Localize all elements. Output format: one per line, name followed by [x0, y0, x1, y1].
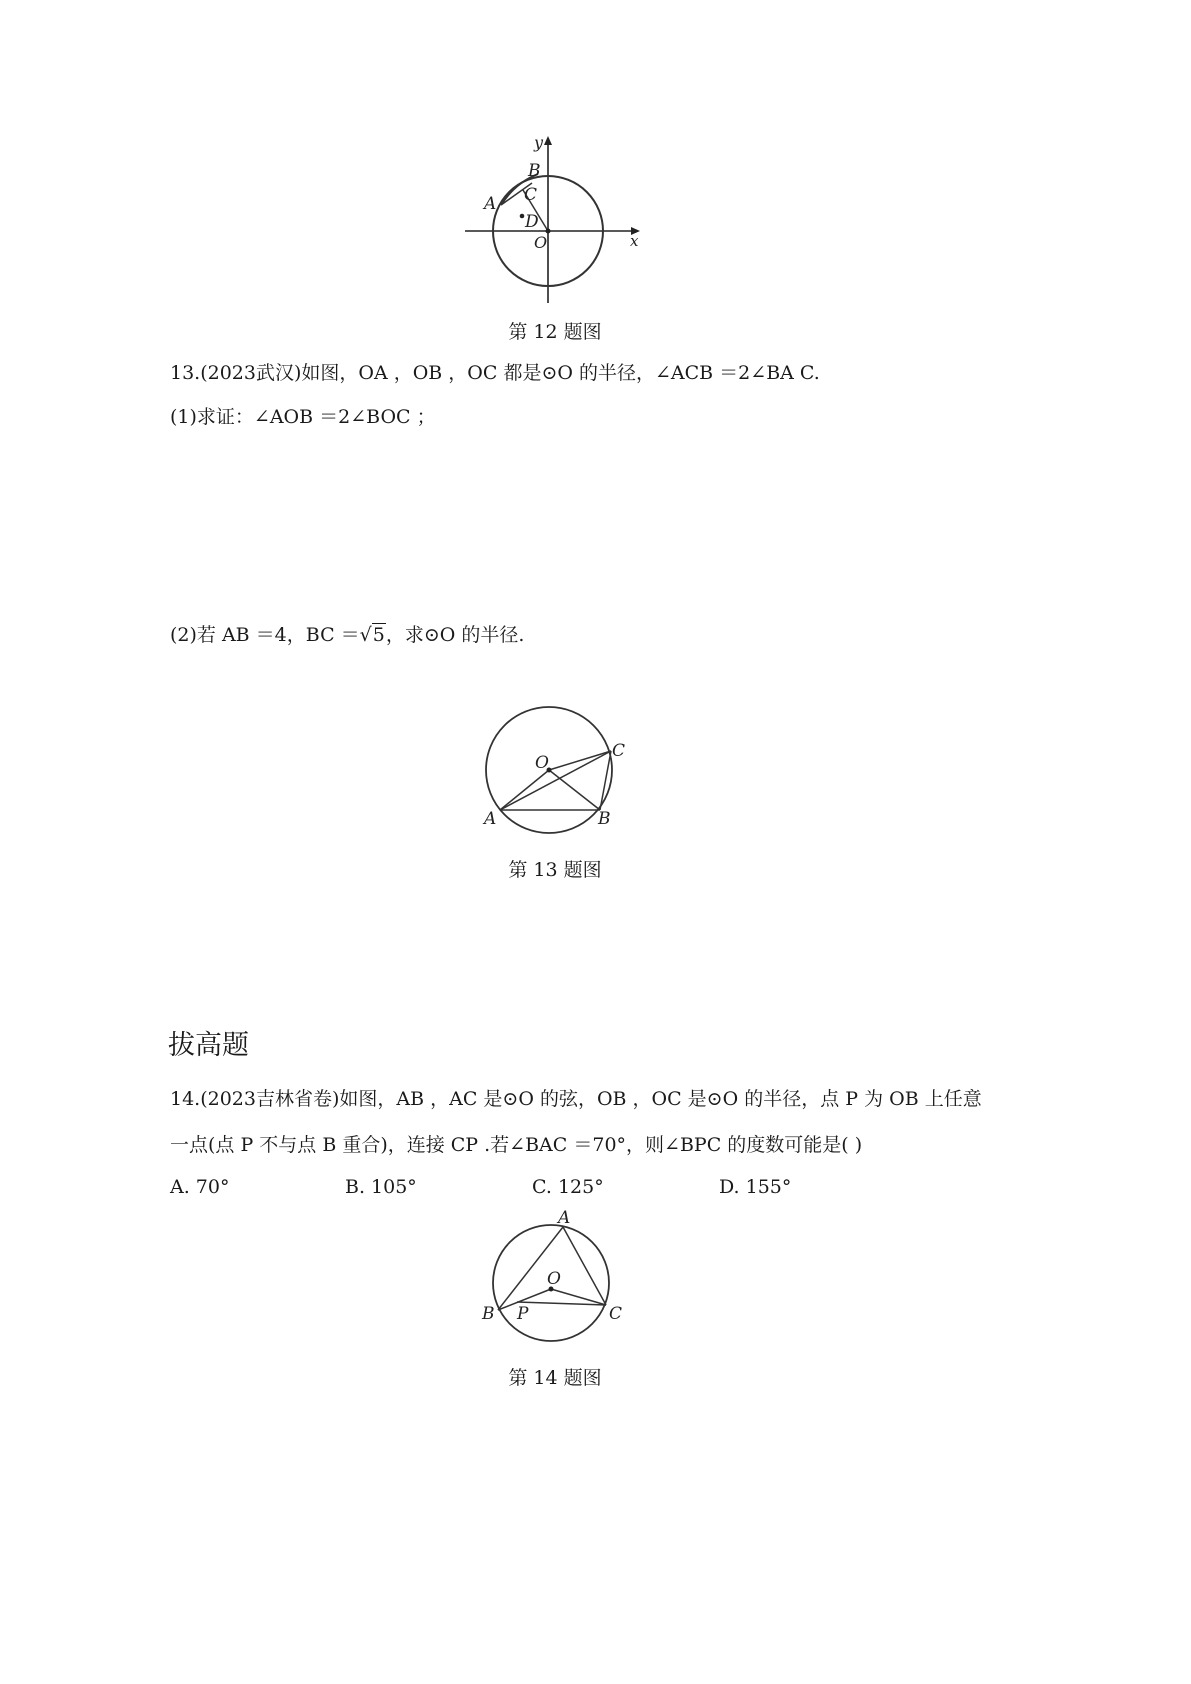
section-title: 拔高题 [168, 1030, 249, 1061]
q13-part2-prefix: (2)若 AB ＝4，BC ＝ [170, 624, 360, 646]
option-c[interactable]: C. 125° [532, 1176, 604, 1198]
fig14-caption: 第 14 题图 [508, 1367, 602, 1389]
label-c: C [524, 185, 538, 205]
segment-bc [600, 751, 611, 810]
label-c: C [609, 1304, 623, 1324]
label-x: x [630, 232, 639, 250]
label-o: O [534, 233, 548, 252]
fig13-caption: 第 13 题图 [508, 859, 602, 881]
option-b[interactable]: B. 105° [345, 1176, 417, 1198]
figure-14 [475, 1205, 635, 1355]
q13-part1: (1)求证：∠AOB ＝2∠BOC ； [170, 406, 436, 428]
q13-part2 [170, 623, 524, 647]
label-a: A [484, 194, 497, 214]
fig12-caption: 第 12 题图 [508, 321, 602, 343]
label-o: O [535, 753, 549, 773]
q13-part2-suffix: ，求⊙O 的半径. [385, 624, 525, 646]
segment-ob [549, 770, 600, 810]
label-p: P [517, 1304, 529, 1324]
segment-ac [563, 1227, 606, 1305]
option-d[interactable]: D. 155° [719, 1176, 792, 1198]
y-axis-arrow [544, 136, 552, 145]
label-c: C [612, 741, 626, 761]
label-b: B [482, 1304, 495, 1324]
segment-cp [517, 1302, 606, 1305]
option-a[interactable]: A. 70° [170, 1176, 230, 1198]
point-d [520, 214, 525, 219]
q14-stem-line2: 一点(点 P 不与点 B 重合)，连接 CP .若∠BAC ＝70°，则∠BPC 的度数可能是( ) [170, 1134, 863, 1156]
segment-oa [500, 770, 549, 810]
q13-part2-radicand: 5 [372, 624, 385, 646]
label-b: B [598, 809, 611, 829]
figure-12 [460, 128, 650, 308]
label-a: A [484, 809, 497, 829]
label-d: D [525, 212, 539, 232]
segment-ac [500, 751, 611, 810]
figure-13 [472, 700, 642, 840]
q13-stem: 13.(2023武汉)如图，OA ，OB ，OC 都是⊙O 的半径，∠ACB ＝2∠BA C. [170, 362, 820, 384]
q14-stem-line1: 14.(2023吉林省卷)如图，AB ，AC 是⊙O 的弦，OB ，OC 是⊙O 的半径，点 P 为 OB 上任意 [170, 1088, 982, 1110]
label-b: B [528, 161, 541, 181]
label-o: O [547, 1269, 561, 1289]
sqrt-symbol: √5 [359, 624, 385, 646]
label-y: y [534, 133, 544, 152]
label-a: A [558, 1208, 571, 1228]
